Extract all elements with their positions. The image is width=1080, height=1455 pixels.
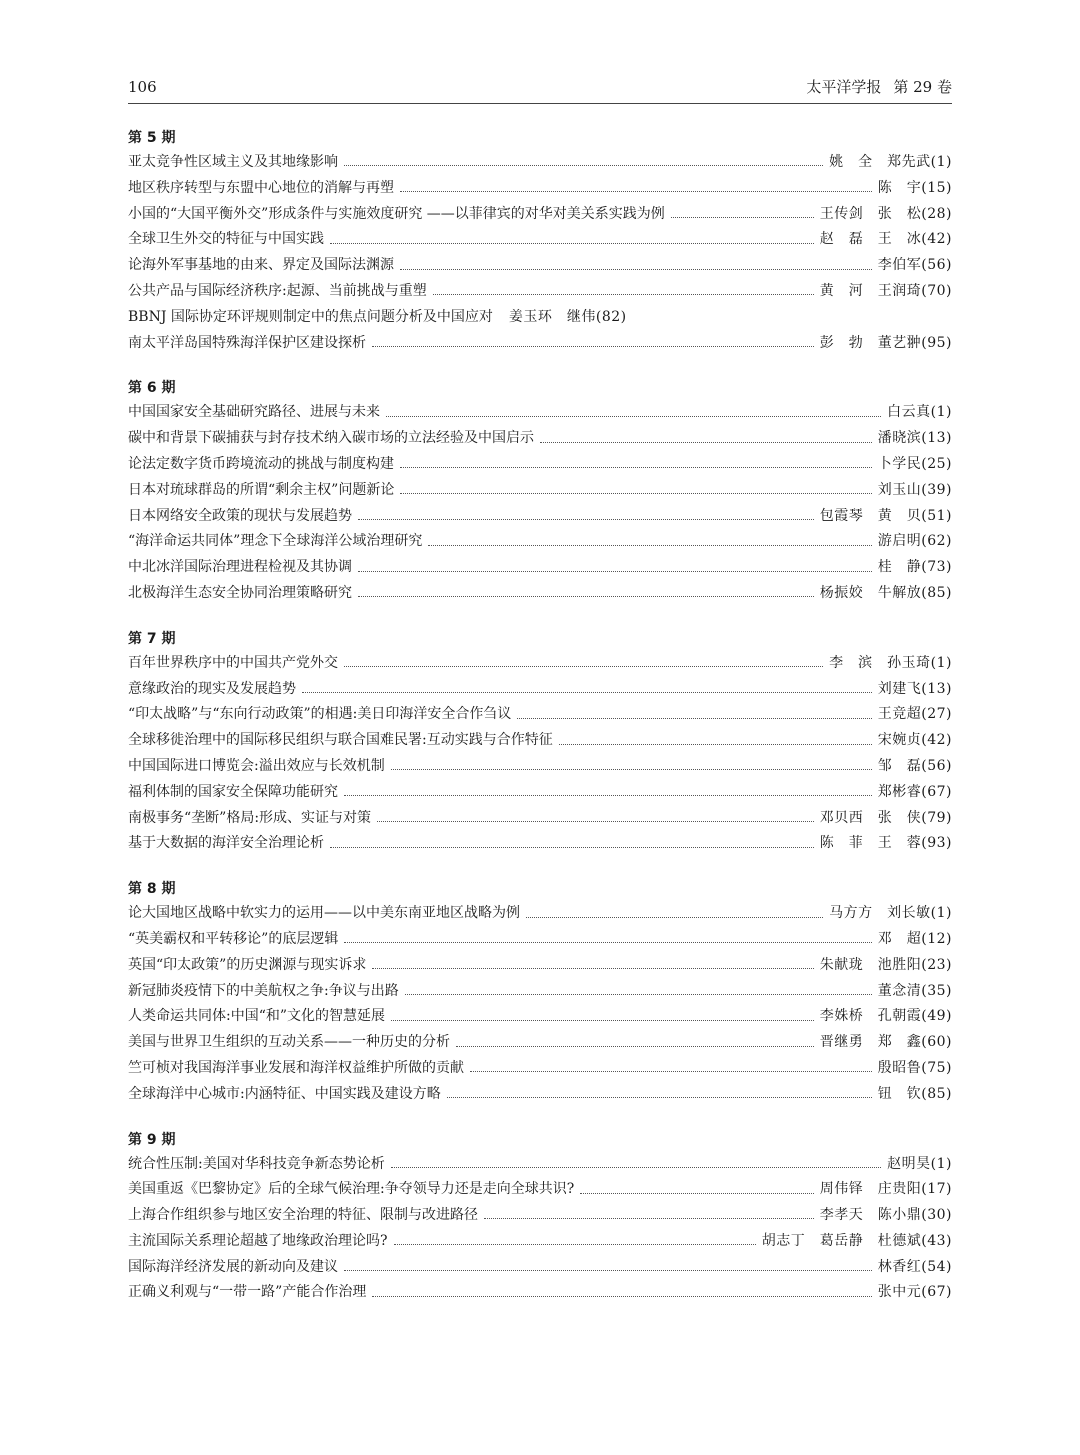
issue-section bbox=[128, 376, 952, 606]
dot-leader bbox=[671, 217, 814, 218]
dot-leader bbox=[302, 692, 872, 693]
article-title: “海洋命运共同体”理念下全球海洋公域治理研究 bbox=[128, 533, 423, 550]
article-title: 美国与世界卫生组织的互动关系——一种历史的分析 bbox=[128, 1034, 450, 1051]
dot-leader bbox=[405, 994, 872, 995]
article-authors-page: 邓贝西 张 侠(79) bbox=[819, 809, 952, 826]
dot-leader bbox=[400, 467, 872, 468]
dot-leader bbox=[386, 416, 881, 417]
toc-entry bbox=[128, 478, 952, 504]
toc-entry bbox=[128, 702, 952, 728]
article-authors-page: 林香红(54) bbox=[877, 1258, 952, 1275]
issue-title: 第 7 期 bbox=[128, 630, 176, 647]
article-title: 南太平洋岛国特殊海洋保护区建设探析 bbox=[128, 334, 366, 351]
article-authors-page: 杨振姣 牛解放(85) bbox=[819, 584, 952, 601]
toc-entry bbox=[128, 279, 952, 305]
article-authors-page: 殷昭鲁(75) bbox=[877, 1059, 952, 1076]
toc-entry bbox=[128, 901, 952, 927]
dot-leader bbox=[456, 1046, 814, 1047]
issue-title: 第 5 期 bbox=[128, 130, 176, 146]
toc-entry bbox=[128, 176, 952, 202]
article-title: 统合性压制:美国对华科技竞争新态势论析 bbox=[128, 1155, 385, 1172]
toc-entry bbox=[128, 953, 952, 979]
toc-entry bbox=[128, 227, 952, 253]
issue-section bbox=[128, 627, 952, 857]
article-authors-page: 刘建飞(13) bbox=[877, 680, 952, 697]
article-authors-page: 卜学民(25) bbox=[877, 455, 952, 472]
dot-leader bbox=[372, 346, 814, 347]
article-authors-page: 周伟铎 庄贵阳(17) bbox=[819, 1181, 952, 1198]
toc-entry bbox=[128, 504, 952, 530]
toc-entry bbox=[128, 831, 952, 857]
toc-entry bbox=[128, 1280, 952, 1306]
page-header bbox=[128, 76, 952, 104]
dot-leader bbox=[358, 519, 814, 520]
dot-leader bbox=[372, 1296, 871, 1297]
toc-entry bbox=[128, 1152, 952, 1178]
dot-leader bbox=[377, 821, 814, 822]
article-title: 亚太竞争性区域主义及其地缘影响 bbox=[128, 154, 338, 170]
article-authors-page: 黄 河 王润琦(70) bbox=[819, 282, 952, 299]
article-authors-page: 郑彬睿(67) bbox=[877, 783, 952, 800]
article-title: 日本对琉球群岛的所谓“剩余主权”问题新论 bbox=[128, 481, 395, 498]
article-authors-page: 钮 钦(85) bbox=[877, 1085, 952, 1102]
article-authors-page: 马方方 刘长敏(1) bbox=[829, 905, 952, 922]
dot-leader bbox=[391, 769, 872, 770]
article-authors-page: 赵明昊(1) bbox=[887, 1155, 952, 1172]
dot-leader bbox=[433, 294, 814, 295]
dot-leader bbox=[391, 1020, 814, 1021]
article-authors-page: 王传剑 张 松(28) bbox=[819, 205, 952, 222]
toc-entry bbox=[128, 1082, 952, 1108]
dot-leader bbox=[540, 442, 872, 443]
article-title: 中国国际进口博览会:溢出效应与长效机制 bbox=[128, 757, 385, 774]
dot-leader bbox=[580, 1193, 814, 1194]
volume-label: 第 29 卷 bbox=[893, 78, 952, 96]
toc-entry bbox=[128, 1229, 952, 1255]
toc-entry bbox=[128, 1056, 952, 1082]
article-authors-page: 李孝天 陈小鼎(30) bbox=[819, 1207, 952, 1224]
dot-leader bbox=[330, 243, 814, 244]
toc-entry bbox=[128, 555, 952, 581]
article-authors-page: 晋继勇 郑 鑫(60) bbox=[819, 1034, 952, 1051]
article-title: BBNJ 国际协定环评规则制定中的焦点问题分析及中国应对 bbox=[128, 308, 493, 325]
journal-name: 太平洋学报 bbox=[806, 78, 882, 96]
article-authors-page: 陈 宇(15) bbox=[877, 179, 952, 196]
article-authors-page: 宋婉贞(42) bbox=[877, 732, 952, 749]
dot-leader bbox=[428, 545, 871, 546]
dot-leader bbox=[447, 1097, 872, 1098]
article-authors-page: 李 滨 孙玉琦(1) bbox=[829, 654, 952, 671]
article-title: 中北冰洋国际治理进程检视及其协调 bbox=[128, 559, 352, 576]
toc-entry bbox=[128, 253, 952, 279]
article-authors-page: 桂 静(73) bbox=[877, 559, 952, 576]
article-title: 正确义利观与“一带一路”产能合作治理 bbox=[128, 1284, 367, 1301]
toc-entry bbox=[128, 202, 952, 228]
dot-leader bbox=[344, 795, 872, 796]
toc-entry bbox=[128, 400, 952, 426]
article-authors-page: 刘玉山(39) bbox=[877, 481, 952, 498]
toc-entry bbox=[128, 331, 952, 357]
dot-leader bbox=[391, 1167, 881, 1168]
issue-section bbox=[128, 1128, 952, 1307]
dot-leader bbox=[344, 165, 823, 166]
dot-leader bbox=[400, 269, 872, 270]
article-title: 意缘政治的现实及发展趋势 bbox=[128, 680, 296, 697]
article-title: 北极海洋生态安全协同治理策略研究 bbox=[128, 584, 352, 601]
document-page bbox=[128, 76, 952, 1306]
toc-entry bbox=[128, 1004, 952, 1030]
dot-leader bbox=[358, 571, 872, 572]
article-title: “英美霸权和平转移论”的底层逻辑 bbox=[128, 930, 339, 947]
page-number: 106 bbox=[128, 78, 157, 96]
toc-entry bbox=[128, 1203, 952, 1229]
toc-entry bbox=[128, 927, 952, 953]
article-title: 地区秩序转型与东盟中心地位的消解与再塑 bbox=[128, 179, 394, 196]
dot-leader bbox=[344, 666, 823, 667]
dot-leader bbox=[400, 191, 872, 192]
article-title: 全球海洋中心城市:内涵特征、中国实践及建设方略 bbox=[128, 1085, 441, 1102]
article-title: 主流国际关系理论超越了地缘政治理论吗? bbox=[128, 1232, 388, 1249]
toc-entry bbox=[128, 728, 952, 754]
article-authors-page: 白云真(1) bbox=[887, 404, 952, 421]
article-authors-page: 胡志丁 葛岳静 杜德斌(43) bbox=[761, 1232, 952, 1249]
article-authors-page: 游启明(62) bbox=[877, 533, 952, 550]
issue-title: 第 6 期 bbox=[128, 380, 176, 397]
dot-leader bbox=[526, 917, 823, 918]
article-title: 论大国地区战略中软实力的运用——以中美东南亚地区战略为例 bbox=[128, 905, 520, 922]
dot-leader bbox=[358, 596, 814, 597]
article-title: 全球卫生外交的特征与中国实践 bbox=[128, 231, 324, 248]
dot-leader bbox=[394, 1244, 756, 1245]
article-authors-page: 彭 勃 董艺翀(95) bbox=[819, 334, 952, 351]
toc-entry bbox=[128, 581, 952, 607]
article-title: 全球移徙治理中的国际移民组织与联合国难民署:互动实践与合作特征 bbox=[128, 732, 553, 749]
article-title: 中国国家安全基础研究路径、进展与未来 bbox=[128, 404, 380, 421]
article-authors-page: 王竞超(27) bbox=[877, 706, 952, 723]
article-authors-page: 包霞琴 黄 贝(51) bbox=[819, 507, 952, 524]
article-title: 碳中和背景下碳捕获与封存技术纳入碳市场的立法经验及中国启示 bbox=[128, 430, 534, 447]
dot-leader bbox=[517, 718, 871, 719]
toc-entry bbox=[128, 1255, 952, 1281]
dot-leader bbox=[559, 744, 872, 745]
article-authors-page: 朱献珑 池胜阳(23) bbox=[819, 956, 952, 973]
dot-leader bbox=[344, 1270, 872, 1271]
article-title: 百年世界秩序中的中国共产党外交 bbox=[128, 654, 338, 671]
toc-entry bbox=[128, 780, 952, 806]
article-authors-page: 姚 全 郑先武(1) bbox=[829, 154, 952, 170]
toc-entry bbox=[128, 806, 952, 832]
article-title: “印太战略”与“东向行动政策”的相遇:美日印海洋安全合作刍议 bbox=[128, 706, 512, 723]
dot-leader bbox=[400, 493, 871, 494]
article-authors-page: 姜玉环 继伟(82) bbox=[508, 308, 627, 325]
article-title: 英国“印太政策”的历史渊源与现实诉求 bbox=[128, 956, 367, 973]
article-title: 小国的“大国平衡外交”形成条件与实施效度研究 ——以菲律宾的对华对美关系实践为例 bbox=[128, 205, 665, 222]
toc-entry bbox=[128, 754, 952, 780]
table-of-contents bbox=[128, 126, 952, 1306]
article-authors-page: 邹 磊(56) bbox=[877, 757, 952, 774]
journal-info bbox=[806, 76, 952, 97]
article-title: 新冠肺炎疫情下的中美航权之争:争议与出路 bbox=[128, 982, 399, 999]
article-authors-page: 李姝桥 孔朝霞(49) bbox=[819, 1008, 952, 1025]
toc-entry bbox=[128, 1177, 952, 1203]
toc-entry bbox=[128, 150, 952, 176]
article-title: 上海合作组织参与地区安全治理的特征、限制与改进路径 bbox=[128, 1207, 478, 1224]
dot-leader bbox=[344, 942, 871, 943]
toc-entry bbox=[128, 529, 952, 555]
toc-entry bbox=[128, 426, 952, 452]
article-title: 论法定数字货币跨境流动的挑战与制度构建 bbox=[128, 455, 394, 472]
dot-leader bbox=[372, 968, 813, 969]
dot-leader bbox=[470, 1071, 872, 1072]
article-title: 福利体制的国家安全保障功能研究 bbox=[128, 783, 338, 800]
article-title: 日本网络安全政策的现状与发展趋势 bbox=[128, 507, 352, 524]
issue-title: 第 8 期 bbox=[128, 881, 176, 898]
article-title: 基于大数据的海洋安全治理论析 bbox=[128, 835, 324, 852]
issue-title: 第 9 期 bbox=[128, 1131, 176, 1148]
toc-entry bbox=[128, 677, 952, 703]
toc-entry bbox=[128, 1030, 952, 1056]
issue-section bbox=[128, 126, 952, 356]
article-authors-page: 赵 磊 王 冰(42) bbox=[819, 231, 952, 248]
dot-leader bbox=[330, 847, 814, 848]
article-title: 竺可桢对我国海洋事业发展和海洋权益维护所做的贡献 bbox=[128, 1059, 464, 1076]
toc-entry bbox=[128, 305, 952, 331]
article-title: 公共产品与国际经济秩序:起源、当前挑战与重塑 bbox=[128, 282, 427, 299]
article-authors-page: 邓 超(12) bbox=[877, 930, 952, 947]
article-authors-page: 李伯军(56) bbox=[877, 257, 952, 274]
article-title: 美国重返《巴黎协定》后的全球气候治理:争夺领导力还是走向全球共识? bbox=[128, 1181, 575, 1198]
article-title: 论海外军事基地的由来、界定及国际法渊源 bbox=[128, 257, 394, 274]
article-title: 人类命运共同体:中国“和”文化的智慧延展 bbox=[128, 1008, 386, 1025]
toc-entry bbox=[128, 452, 952, 478]
article-authors-page: 董念清(35) bbox=[877, 982, 952, 999]
toc-entry bbox=[128, 979, 952, 1005]
issue-section bbox=[128, 877, 952, 1107]
article-title: 国际海洋经济发展的新动向及建议 bbox=[128, 1258, 338, 1275]
article-authors-page: 陈 菲 王 蓉(93) bbox=[819, 835, 952, 852]
article-authors-page: 张中元(67) bbox=[877, 1284, 952, 1301]
dot-leader bbox=[484, 1218, 814, 1219]
article-title: 南极事务“垄断”格局:形成、实证与对策 bbox=[128, 809, 372, 826]
toc-entry bbox=[128, 651, 952, 677]
article-authors-page: 潘晓滨(13) bbox=[877, 430, 952, 447]
